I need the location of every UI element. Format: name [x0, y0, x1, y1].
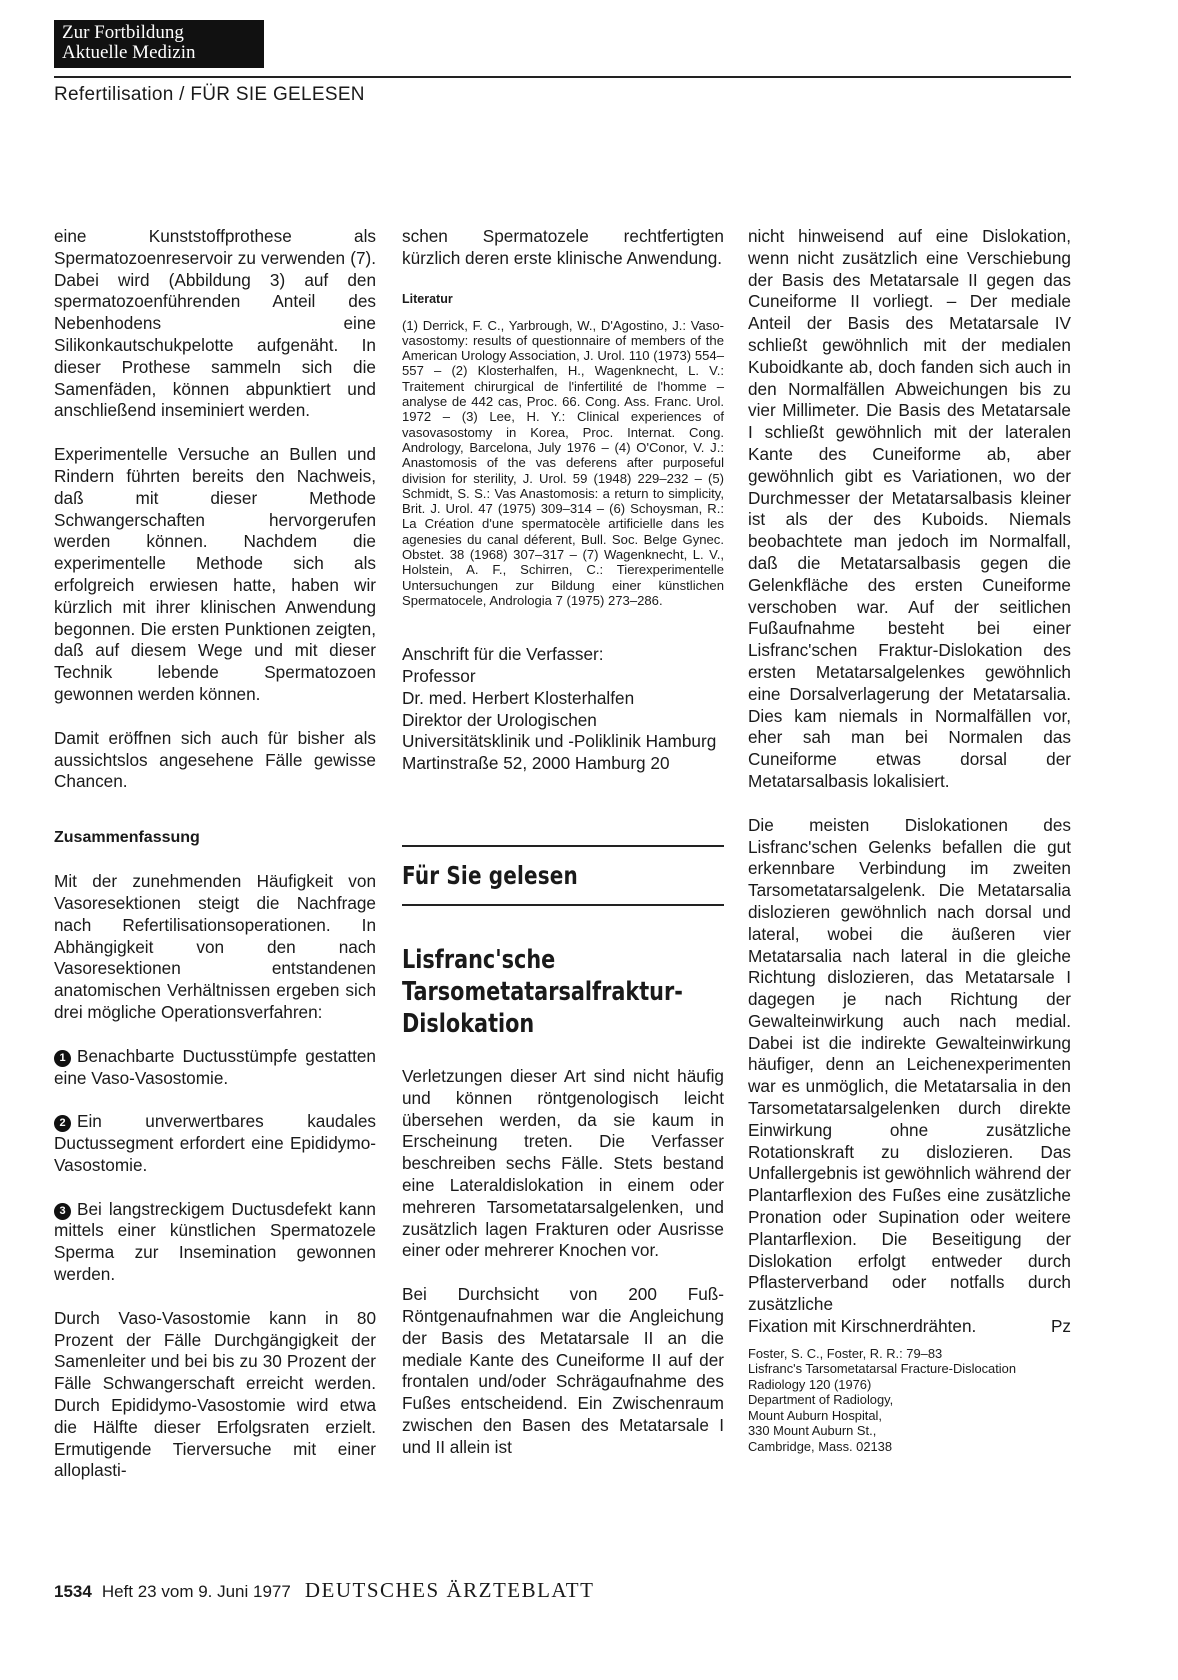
source-line: Cambridge, Mass. 02138 — [748, 1438, 893, 1454]
source-line: Department of Radiology, — [748, 1392, 894, 1408]
author-address — [402, 644, 724, 775]
number-badge-icon: 1 — [54, 1050, 71, 1067]
option-item-3 — [54, 1199, 376, 1286]
address-line: Dr. med. Herbert Klosterhalfen — [402, 687, 635, 708]
article-title-line: Tarsometatarsalfraktur- — [402, 977, 683, 1008]
number-badge-icon: 2 — [54, 1115, 71, 1132]
article-paragraph-1: Verletzungen dieser Art sind nicht häufig und können röntgenologisch leicht übersehen werden, da sie kaum in Erscheinung treten. Die Verfasser beschreiben sechs Fälle. Stets bestand eine Lateraldislokation in einem oder mehreren Tarsometatarsalgelenken, und zusätzlich lagen Frakturen oder Ausrisse einer oder mehrerer Knochen vor. — [402, 1066, 724, 1261]
journal-name: DEUTSCHES ÄRZTEBLATT — [304, 1578, 595, 1602]
source-line: Foster, S. C., Foster, R. R.: 79–83 — [748, 1345, 943, 1361]
final-line-text: Fixation mit Kirschnerdrähten. — [748, 1316, 977, 1337]
col1-paragraph-3: Damit eröffnen sich auch für bisher als aussichtslos angesehene Fälle gewisse Chancen. — [54, 727, 376, 792]
literature-heading: Literatur — [402, 291, 453, 306]
issue-info: Heft 23 vom 9. Juni 1977 — [101, 1582, 291, 1601]
article-paragraph-2: Bei Durchsicht von 200 Fuß-Röntgenaufnahmen war die Angleichung der Basis des Metatarsale II an die mediale Kante des Cuneiforme II auf der frontalen und/oder Schrägaufnahme des Fußes entscheidend. Ein Zwischenraum zwischen den Basen des Metatarsale I und II allein ist — [402, 1284, 724, 1457]
section-rule-bottom — [402, 904, 724, 906]
option-text: Bei langstreckigem Ductusdefekt kann mittels einer künstlichen Spermatozele Sperma zur Insemination gewonnen werden. — [54, 1198, 376, 1285]
brand-line-2: Aktuelle Medizin — [62, 42, 196, 63]
article-title-line: Dislokation — [402, 1009, 535, 1040]
source-line: Mount Auburn Hospital, — [748, 1407, 882, 1423]
address-line: Martinstraße 52, 2000 Hamburg 20 — [402, 753, 670, 774]
brand-line-1: Zur Fortbildung — [62, 22, 184, 43]
option-text: Ein unverwertbares kaudales Ductussegment erfordert eine Epididymo-Vasostomie. — [54, 1111, 376, 1175]
address-line: Professor — [402, 666, 476, 687]
article-title — [402, 944, 683, 1040]
source-line: Lisfranc's Tarsometatarsal Fracture-Dislocation — [748, 1361, 1017, 1377]
page-number: 1534 — [54, 1582, 92, 1601]
option-item-2 — [54, 1111, 376, 1176]
col3-paragraph-2: Die meisten Dislokationen des Lisfranc'schen Gelenks befallen die gut erkennbare Verbindung im zweiten Tarsometatarsalgelenk. Die Metatarsalia dislozieren gewöhnlich nach dorsal und lateral, wobei die äußeren vier Metatarsalia nach lateral in die gleiche Richtung dislozieren, das Metatarsale I dagegen je nach Richtung der Gewalteinwirkung auch nach medial. Dabei ist die indirekte Gewalteinwirkung häufiger, denn an Leichenexperimenten war es unmöglich, die Metatarsalia in den Tarsometatarsalgelenken durch direkte Einwirkung ohne zusätzliche Rotationskraft zu dislozieren. Das Unfallergebnis ist gewöhnlich während der Plantarflexion des Fußes eine zusätzliche Pronation oder Supination oder weitere Plantarflexion. Die Beseitigung der Dislokation erfolgt entweder durch Pflasterverband oder notfalls durch zusätzliche — [748, 814, 1071, 1315]
final-line — [748, 1316, 1071, 1338]
article-title-line: Lisfranc'sche — [402, 945, 556, 976]
header-rule — [54, 76, 1071, 78]
author-initials: Pz — [1050, 1316, 1071, 1337]
column-2 — [402, 226, 724, 1459]
summary-intro: Mit der zunehmenden Häufigkeit von Vasoresektionen steigt die Nachfrage nach Refertilisationsoperationen. In Abhängigkeit von den nach Vasoresektionen entstandenen anatomischen Verhältnissen ergeben sich drei mögliche Operationsverfahren: — [54, 871, 376, 1022]
option-item-1 — [54, 1046, 376, 1090]
section-rule-top — [402, 845, 724, 847]
number-badge-icon: 3 — [54, 1203, 71, 1220]
column-1 — [54, 226, 376, 1482]
address-line: Direktor der Urologischen Universitätsklinik und -Poliklinik Hamburg — [402, 709, 717, 752]
references-list: (1) Derrick, F. C., Yarbrough, W., D'Agostino, J.: Vaso-vasostomy: results of questionnaire of members of the American Urology Association, J. Urol. 110 (1973) 554–557 – (2) Klosterhalfen, H., Wagenknecht, L. V.: Traitement chirurgical de l'infertilité de l'homme – analyse de 442 cas, Proc. 66. Cong. Ass. Franc. Urol. 1972 – (3) Lee, H. Y.: Clinical experiences of vasovasostomy in Korea, Proc. Internat. Cong. Andrology, Barcelona, July 1976 – (4) O'Conor, V. J.: Anastomosis of the vas deferens after purposeful division for sterility, J. Urol. 59 (1948) 229–232 – (5) Schmidt, S. S.: Vas Anastomosis: a return to simplicity, Brit. J. Urol. 47 (1975) 309–314 – (6) Schoysman, R.: La Création d'une spermatocèle artificielle dans les agenesies du canal déferent, Bull. Soc. Belge Gynec. Obstet. 38 (1968) 307–317 – (7) Wagenknecht, L. V., Holstein, A. F., Schirren, C.: Tierexperimentelle Untersuchungen zur Bildung einer künstlichen Spermatocele, Andrologia 7 (1975) 273–286. — [402, 317, 724, 608]
col1-paragraph-2: Experimentelle Versuche an Bullen und Rindern führten bereits den Nachweis, daß mit dieser Methode Schwangerschaften hervorgerufen werden können. Nachdem die experimentelle Methode sich als erfolgreich erwiesen hatte, haben wir kürzlich mit ihrer klinischen Anwendung begonnen. Die ersten Punktionen zeigten, daß auf diesem Wege und mit dieser Technik lebende Spermatozoen gewonnen werden können. — [54, 444, 376, 704]
journal-brand-box — [54, 20, 264, 68]
source-citation — [748, 1346, 1071, 1455]
summary-heading: Zusammenfassung — [54, 829, 200, 847]
col3-paragraph-1: nicht hinweisend auf eine Dislokation, wenn nicht zusätzlich eine Verschiebung der Basis des Metatarsale II gegen das Cuneiforme II vorliegt. – Der mediale Anteil der Basis des Metatarsale IV schließt gewöhnlich mit der medialen Kuboidkante ab, doch fanden sich auch in den Normalfällen Abweichungen bis zu vier Millimeter. Die Basis des Metatarsale I schließt gewöhnlich mit der lateralen Kante des Cuneiforme ab, aber gewöhnlich gibt es Variationen, wo der Durchmesser der Metatarsalbasis kleiner ist als der des Kuboids. Niemals beobachtete man jedoch im Normalfall, daß die Metatarsalbasis gegen die Gelenkfläche des ersten Cuneiforme verschoben war. Auf der seitlichen Fußaufnahme besteht bei einer Lisfranc'schen Fraktur-Dislokation des ersten Metatarsalgelenkes gewöhnlich eine Dorsalverlagerung der Metatarsalia. Dies kam niemals in Normalfällen vor, eher sah man bei Normalen das Cuneiforme etwas dorsal der Metatarsalbasis lokalisiert. — [748, 226, 1071, 791]
address-line: Anschrift für die Verfasser: — [402, 644, 604, 665]
option-text: Benachbarte Ductusstümpfe gestatten eine Vaso-Vasostomie. — [54, 1045, 376, 1088]
column-3 — [748, 226, 1071, 1454]
col1-paragraph-1: eine Kunststoffprothese als Spermatozoenreservoir zu verwenden (7). Dabei wird (Abbildung 3) auf den spermatozoenführenden Anteil des Nebenhodens eine Silikonkautschukpelotte aufgenäht. In dieser Prothese sammeln sich die Samenfäden, können abpunktiert und anschließend inseminiert werden. — [54, 226, 376, 421]
col2-paragraph-1: schen Spermatozele rechtfertigten kürzlich deren erste klinische Anwendung. — [402, 226, 724, 268]
page-footer — [54, 1578, 594, 1603]
fuer-sie-gelesen-title: Für Sie gelesen — [402, 861, 578, 891]
source-line: 330 Mount Auburn St., — [748, 1423, 877, 1439]
source-line: Radiology 120 (1976) — [748, 1376, 872, 1392]
section-heading: Refertilisation / FÜR SIE GELESEN — [54, 84, 365, 105]
summary-conclusion: Durch Vaso-Vasostomie kann in 80 Prozent der Fälle Durchgängigkeit der Samenleiter und bei bis zu 30 Prozent der Fälle Schwangerschaft erreicht werden. Durch Epididymo-Vasostomie wird etwa die Hälfte dieser Erfolgsraten erzielt. Ermutigende Tierversuche mit einer alloplasti- — [54, 1307, 376, 1481]
